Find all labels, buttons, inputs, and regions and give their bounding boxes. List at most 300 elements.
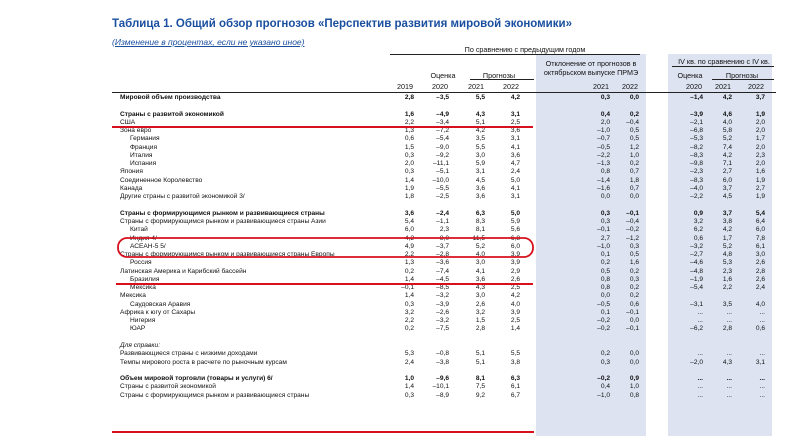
table-row [0,226,806,234]
cell: –3,5 [436,94,449,101]
cell: 4,2 [722,94,732,101]
cell: 1,4 [404,176,414,184]
cell: 1,7 [755,135,765,143]
cell: –3,9 [436,300,449,308]
cell: 0,0 [629,350,639,358]
table-row [0,325,806,333]
cell: 3,7 [722,209,732,217]
cell: –8,5 [436,284,449,292]
cell: ... [726,391,732,399]
cell: 0,4 [600,383,610,391]
cell: 1,6 [755,168,765,176]
cell: 2,6 [755,259,765,267]
row-label: Испания [130,160,157,168]
cell: –2,2 [597,151,610,159]
cell: 1,6 [722,275,732,283]
cell: 0,3 [600,94,610,101]
cell: ... [726,350,732,358]
cell: 4,3 [475,284,485,292]
row-label: Соединенное Королевство [120,176,203,184]
cell: –8,0 [436,234,449,242]
cell: 0,2 [404,267,414,275]
cell: 3,1 [755,358,765,366]
cell: 3,6 [510,151,520,159]
cell: 1,3 [404,259,414,267]
cell: 5,4 [404,217,414,225]
cell: 1,4 [404,292,414,300]
row-label: ЮАР [130,325,146,333]
row-label: Мексика [120,292,146,300]
cell: 2,2 [404,251,414,259]
cell: –3,2 [690,242,703,250]
table-row [0,392,806,400]
table-row [0,350,806,358]
cell: –5,1 [436,168,449,176]
cell: 1,4 [510,325,520,333]
cell: 8,3 [475,217,485,225]
row-label: Африка к югу от Сахары [120,308,196,316]
cell: –2,2 [690,193,703,201]
table-row [0,144,806,152]
cell: 2,8 [722,325,732,333]
cell: 0,9 [629,375,639,383]
cell: –2,0 [690,358,703,366]
cell: –10,0 [432,176,449,184]
cell: 3,5 [722,300,732,308]
cell: 3,5 [475,135,485,143]
cell: 4,1 [475,267,485,275]
cell: 5,3 [722,259,732,267]
cell: 6,0 [755,226,765,234]
cell: 2,8 [475,325,485,333]
cell: 5,9 [510,217,520,225]
cell: 1,4 [404,383,414,391]
table-row [0,135,806,143]
table-row [0,276,806,284]
cell: 0,3 [600,209,610,217]
cell: 2,7 [755,184,765,192]
header-estimate: Оценка [430,71,456,80]
header-rule-forecasts [470,79,534,80]
cell: –9,6 [436,375,449,383]
cell: 5,2 [475,242,485,250]
cell: 3,0 [475,292,485,300]
cell: –0,2 [597,375,610,383]
spacer-row [0,334,806,342]
cell: 6,7 [510,391,520,399]
row-label: Страны с формирующимся рынком и развивающиеся страны [120,391,310,399]
row-label: Франция [130,143,158,151]
cell: 4,1 [510,184,520,192]
year-2021: 2021 [468,82,484,91]
cell: 3,1 [475,168,485,176]
cell: –8,3 [690,176,703,184]
cell: –1,0 [597,391,610,399]
cell: 0,2 [629,284,639,292]
cell: 3,8 [510,358,520,366]
cell: 0,1 [600,251,610,259]
table-title: Таблица 1. Общий обзор прогнозов «Перспектив развития мировой экономики» [112,18,572,30]
cell: 4,3 [722,358,732,366]
cell: 5,1 [475,350,485,358]
header-rule-q4 [672,66,774,67]
cell: 1,6 [404,110,414,118]
row-label: Страны с формирующимся рынком и развивающиеся страны [120,209,325,217]
cell: –0,4 [626,118,639,126]
cell: –6,2 [690,325,703,333]
cell: 5,4 [755,209,765,217]
cell: –4,8 [690,267,703,275]
cell: 2,5 [510,317,520,325]
cell: 7,1 [722,160,732,168]
cell: –1,4 [690,94,703,101]
cell: 0,2 [600,350,610,358]
cell: 3,6 [475,184,485,192]
cell: 5,5 [510,350,520,358]
cell: 4,2 [510,94,520,101]
cell: –1,2 [626,234,639,242]
table-row [0,292,806,300]
cell: 1,9 [755,110,765,118]
cell: 1,0 [404,375,414,383]
cell: –0,8 [436,350,449,358]
cell: 4,7 [510,160,520,168]
cell: –5,4 [690,284,703,292]
cell: 2,5 [510,118,520,126]
cell: 2,0 [755,127,765,135]
cell: –5,3 [690,135,703,143]
cell: 2,3 [722,267,732,275]
cell: –0,7 [597,135,610,143]
cell: 2,8 [755,267,765,275]
table-row [0,259,806,267]
cell: –0,2 [597,325,610,333]
cell: 5,2 [722,242,732,250]
cell: 2,0 [755,143,765,151]
cell: 0,2 [629,292,639,300]
row-label: Зона евро [120,127,152,135]
cell: –2,5 [436,193,449,201]
cell: –6,8 [690,127,703,135]
row-label: Саудовская Аравия [130,300,191,308]
cell: –9,8 [690,160,703,168]
cell: 4,6 [722,110,732,118]
cell: 4,5 [722,193,732,201]
table-row [0,111,806,119]
cell: –7,4 [436,267,449,275]
cell: 2,7 [600,234,610,242]
cell: 6,3 [475,209,485,217]
cell: ... [697,308,703,316]
cell: 1,5 [404,143,414,151]
cell: –4,9 [436,110,449,118]
cell: ... [697,375,703,383]
cell: 0,7 [629,168,639,176]
cell: 3,0 [475,151,485,159]
cell: –3,1 [690,300,703,308]
cell: 1,9 [404,184,414,192]
row-label: Нигерия [130,317,156,325]
cell: 0,0 [629,193,639,201]
cell: 0,1 [600,308,610,316]
cell: ... [759,391,765,399]
cell: 3,9 [510,259,520,267]
cell: 3,7 [722,184,732,192]
cell: –0,5 [597,300,610,308]
cell: 2,2 [404,317,414,325]
cell: 0,3 [404,391,414,399]
cell: 3,9 [510,308,520,316]
cell: 0,3 [404,168,414,176]
cell: 6,2 [693,226,703,234]
cell: –0,1 [597,226,610,234]
cell: –1,9 [690,275,703,283]
row-label: США [120,118,136,126]
cell: 2,6 [475,300,485,308]
cell: 0,8 [600,168,610,176]
cell: 0,0 [600,193,610,201]
cell: 0,4 [600,110,610,118]
cell: 5,1 [475,358,485,366]
cell: –0,1 [401,284,414,292]
cell: 5,1 [475,118,485,126]
row-label: Страны с развитой экономикой [120,110,224,118]
cell: 4,9 [404,242,414,250]
cell: 1,3 [404,127,414,135]
cell: –3,9 [690,110,703,118]
cell: 2,7 [722,168,732,176]
year-2020: 2020 [432,82,448,91]
cell: 3,1 [510,135,520,143]
cell: –2,8 [436,251,449,259]
cell: –4,0 [690,184,703,192]
cell: 3,8 [722,217,732,225]
cell: 2,4 [510,168,520,176]
cell: 3,2 [693,217,703,225]
cell: 4,1 [510,143,520,151]
table-row [0,127,806,135]
year-2022-q4: 2022 [748,82,764,91]
cell: 5,3 [404,350,414,358]
table-row [0,309,806,317]
year-2019: 2019 [397,82,413,91]
cell: –4,6 [690,259,703,267]
cell: 0,7 [629,184,639,192]
cell: 0,3 [404,151,414,159]
cell: –9,2 [436,151,449,159]
cell: –3,2 [436,292,449,300]
row-label: Канада [120,184,143,192]
table-row [0,383,806,391]
cell: 1,2 [629,143,639,151]
cell: 4,5 [475,176,485,184]
cell: ... [759,350,765,358]
cell: 0,6 [693,234,703,242]
cell: 0,2 [629,160,639,168]
cell: 5,0 [510,176,520,184]
cell: 2,4 [755,284,765,292]
cell: ... [726,317,732,325]
cell: –3,4 [436,118,449,126]
cell: –3,2 [436,317,449,325]
cell: –2,7 [690,251,703,259]
cell: –1,1 [436,217,449,225]
cell: 1,9 [755,176,765,184]
cell: 0,8 [629,391,639,399]
cell: –0,1 [626,308,639,316]
cell: –1,3 [597,160,610,168]
cell: 0,0 [600,292,610,300]
cell: –4,5 [436,275,449,283]
cell: –3,6 [436,259,449,267]
table-row [0,94,806,102]
header-rule-prev [390,54,640,55]
row-label: Индия 4/ [130,234,157,242]
cell: –3,7 [436,242,449,250]
cell: –2,1 [690,118,703,126]
cell: 2,0 [404,160,414,168]
cell: 2,5 [510,284,520,292]
cell: 2,3 [755,151,765,159]
cell: 6,1 [755,242,765,250]
cell: 3,2 [475,308,485,316]
table-subtitle: (Изменение в процентах, если не указано иное) [112,37,305,47]
cell: 2,6 [755,275,765,283]
header-prev-year-group: По сравнению с предыдущим годом [464,45,586,54]
cell: 3,0 [755,251,765,259]
table-row [0,185,806,193]
cell: 6,3 [510,375,520,383]
row-label: Страны с развитой экономикой [120,383,216,391]
cell: ... [759,375,765,383]
table-row [0,284,806,292]
cell: –0,4 [626,217,639,225]
row-label: Латинская Америка и Карибский бассейн [120,267,247,275]
year-2021-q4: 2021 [715,82,731,91]
cell: –2,6 [436,308,449,316]
cell: –8,9 [436,391,449,399]
table-row [0,168,806,176]
row-label: Для справки: [120,341,161,349]
cell: 5,8 [722,127,732,135]
year-2021-dev: 2021 [593,82,609,91]
cell: 0,5 [629,127,639,135]
cell: 0,0 [629,317,639,325]
cell: 1,7 [722,234,732,242]
cell: 9,2 [475,391,485,399]
row-label: Германия [130,135,160,143]
cell: 2,9 [510,267,520,275]
cell: –1,6 [597,184,610,192]
cell: 5,2 [722,135,732,143]
cell: 0,2 [629,267,639,275]
cell: 1,9 [755,193,765,201]
cell: 4,8 [722,251,732,259]
year-2022: 2022 [503,82,519,91]
cell: 0,3 [404,300,414,308]
header-forecasts-q4: Прогнозы [725,71,759,80]
row-label: АСЕАН-5 5/ [130,242,166,250]
row-label: Китай [130,226,148,234]
cell: 3,0 [475,259,485,267]
cell: 2,3 [439,226,449,234]
cell: –0,2 [597,317,610,325]
cell: 0,6 [629,300,639,308]
data-table-body [0,94,806,400]
cell: 3,6 [510,127,520,135]
cell: 0,5 [600,267,610,275]
cell: 2,2 [404,118,414,126]
cell: 1,0 [629,151,639,159]
cell: 1,8 [404,193,414,201]
cell: 4,2 [404,234,414,242]
table-row [0,160,806,168]
cell: 0,6 [404,135,414,143]
cell: 4,2 [722,151,732,159]
table-row [0,177,806,185]
cell: –0,5 [597,143,610,151]
cell: 0,8 [600,275,610,283]
cell: ... [759,383,765,391]
table-row [0,119,806,127]
cell: 4,0 [755,300,765,308]
cell: 0,2 [404,325,414,333]
cell: 0,0 [629,358,639,366]
spacer-row [0,367,806,375]
row-label: Страны с формирующимся рынком и развивающиеся страны Европы [120,251,335,259]
table-row [0,235,806,243]
cell: 1,5 [475,317,485,325]
cell: 2,0 [755,118,765,126]
header-rule-forecasts-q4 [712,79,774,80]
table-row [0,301,806,309]
row-label: Бразилия [130,275,160,283]
cell: –7,2 [436,127,449,135]
cell: –3,8 [436,358,449,366]
cell: –1,0 [597,242,610,250]
row-label: Мексика [130,284,156,292]
cell: 2,6 [510,275,520,283]
cell: –0,1 [626,325,639,333]
cell: 0,3 [600,217,610,225]
cell: 6,0 [404,226,414,234]
cell: 3,1 [510,193,520,201]
cell: 3,9 [510,251,520,259]
row-label: Япония [120,168,143,176]
cell: –0,2 [626,226,639,234]
header-bottom-rule [112,92,776,93]
cell: 7,8 [755,234,765,242]
row-label: Развивающиеся страны с низкими доходами [120,350,258,358]
cell: 2,8 [404,94,414,101]
cell: 2,0 [600,118,610,126]
cell: 3,2 [404,308,414,316]
header-q4-group: IV кв. по сравнению с IV кв. [678,57,770,66]
year-2020-q4: 2020 [686,82,702,91]
cell: 4,0 [722,118,732,126]
cell: 5,6 [510,226,520,234]
cell: 8,1 [475,226,485,234]
table-row [0,218,806,226]
cell: –0,1 [626,209,639,217]
cell: 6,1 [510,383,520,391]
cell: ... [697,350,703,358]
cell: ... [759,317,765,325]
cell: 2,2 [722,284,732,292]
cell: ... [726,375,732,383]
cell: 4,3 [475,110,485,118]
cell: 0,6 [755,325,765,333]
